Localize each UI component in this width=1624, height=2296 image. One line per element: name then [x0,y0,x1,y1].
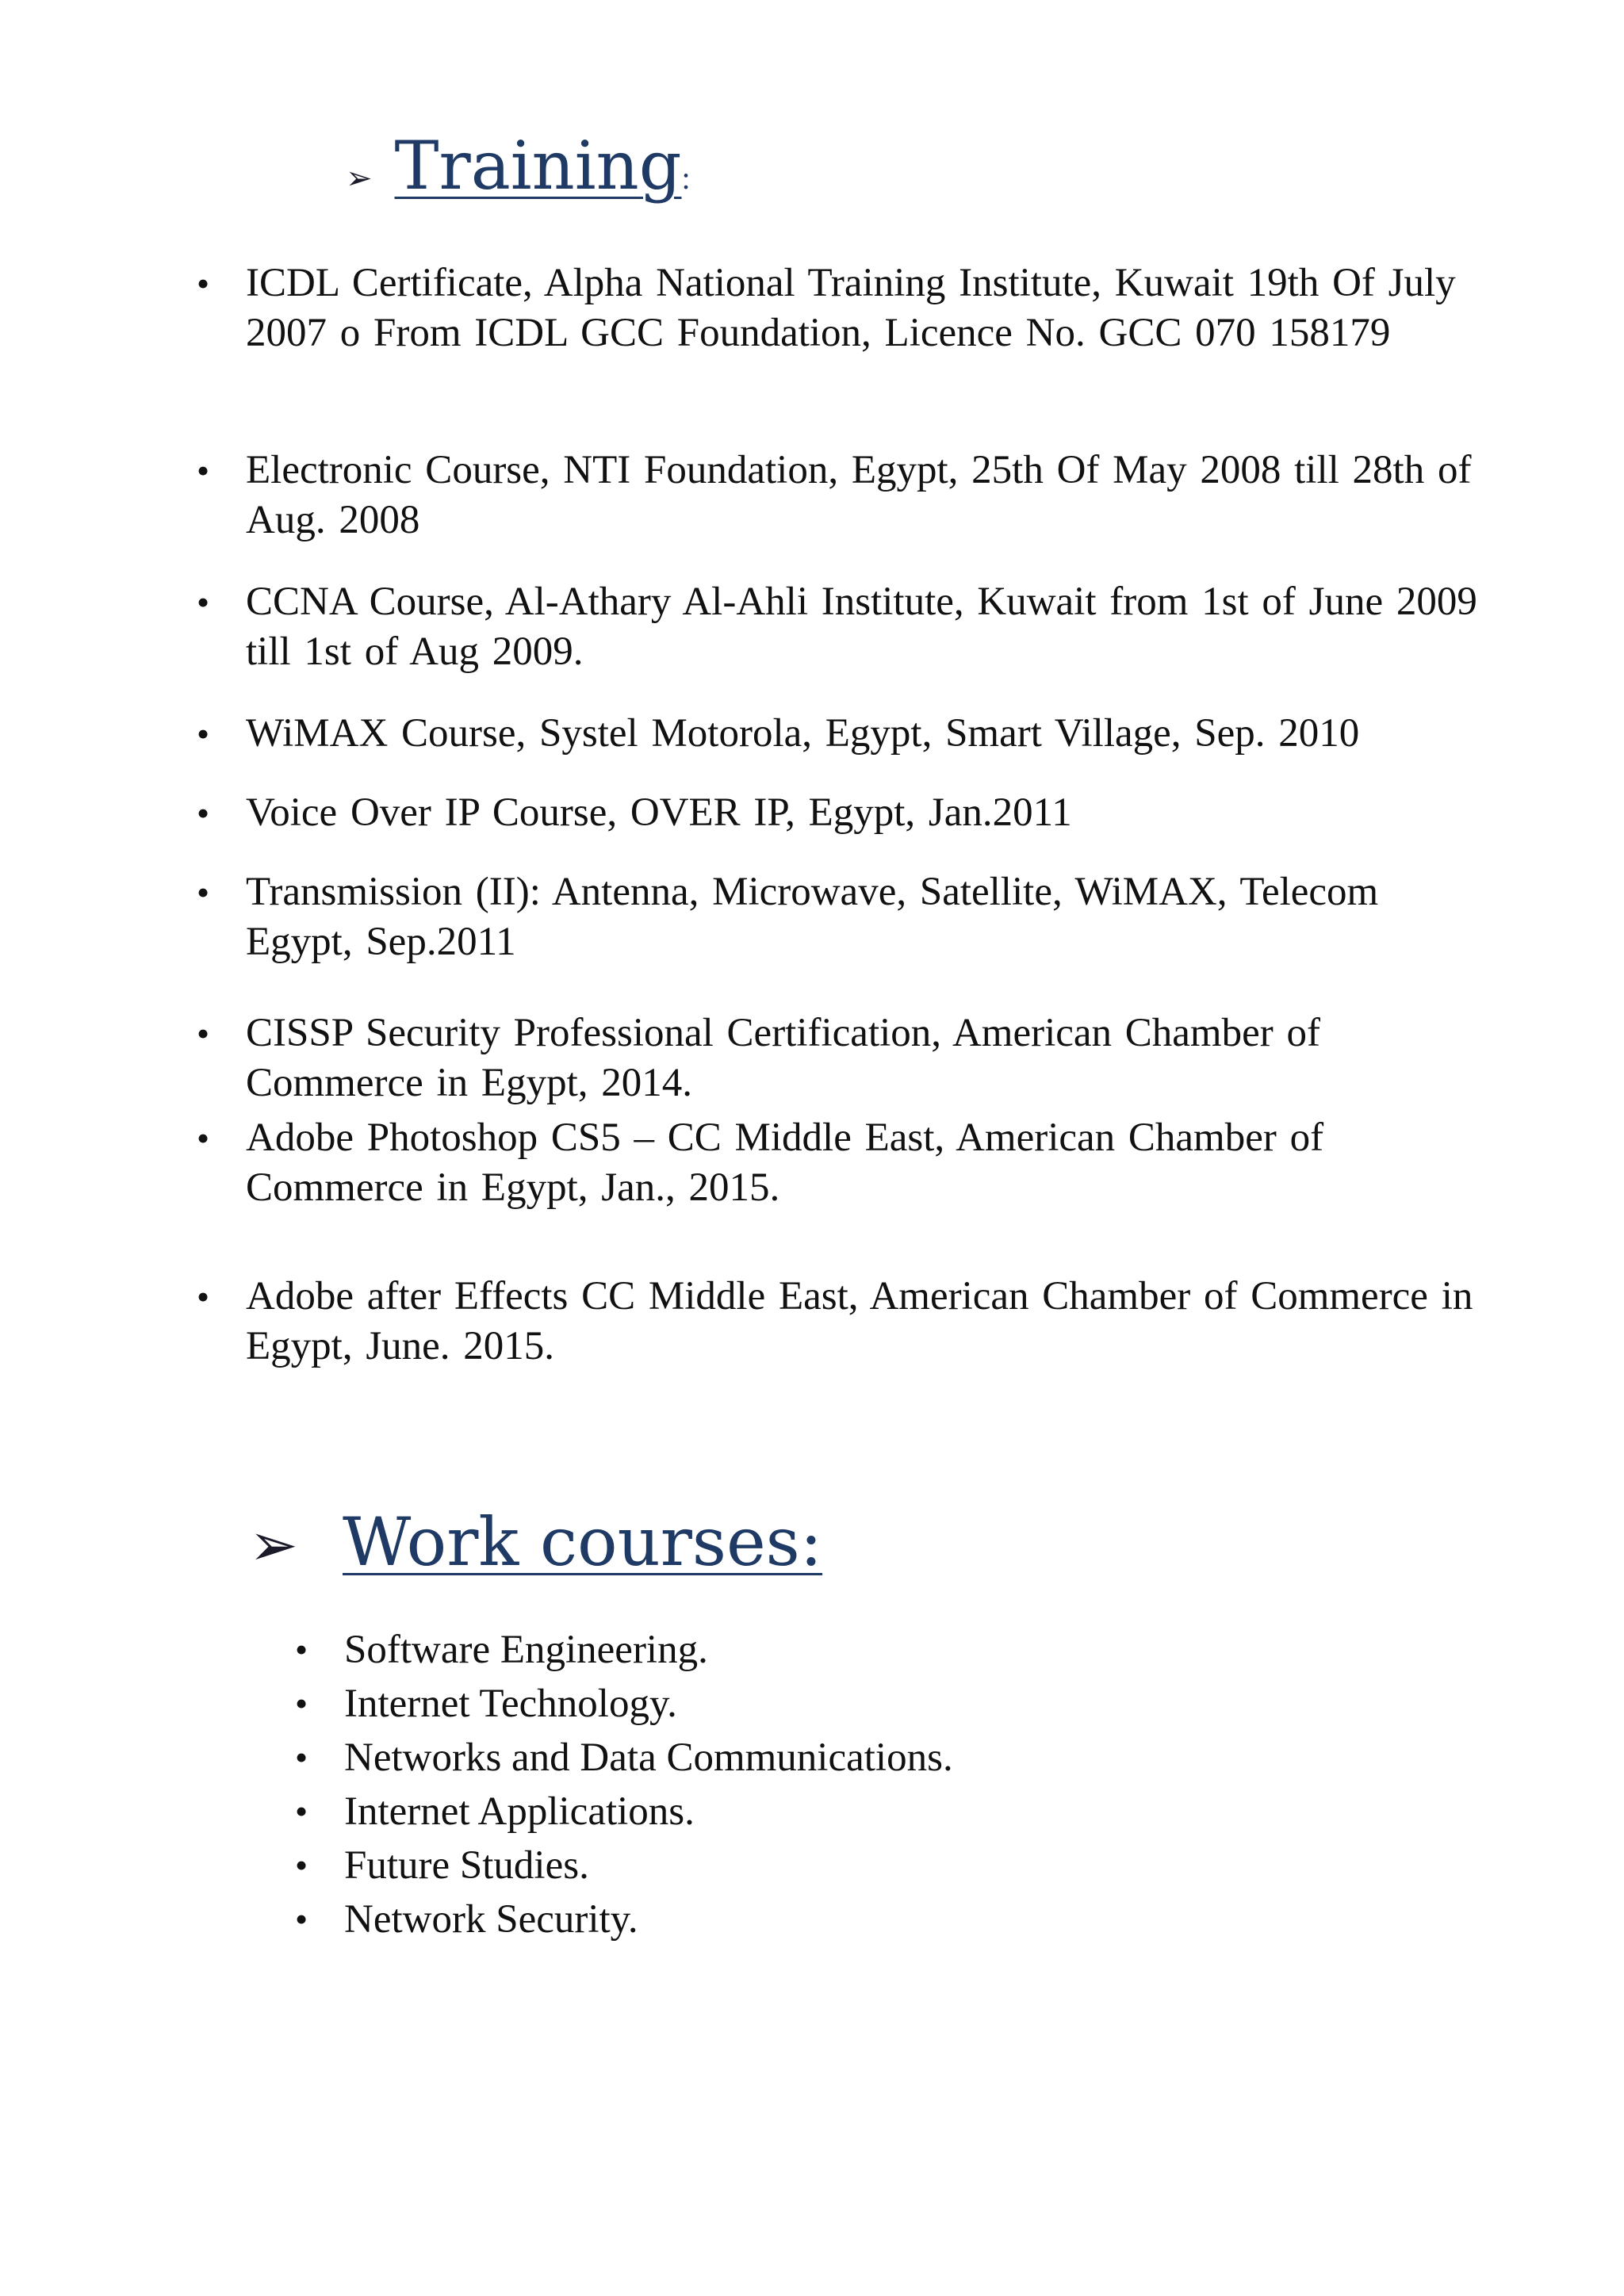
bullet-icon: • [197,872,210,913]
bullet-icon: • [295,1899,308,1939]
list-item [0,1678,1624,1730]
list-item-text: Internet Applications. [344,1789,695,1834]
list-item [0,1785,1624,1838]
list-item-text: Networks and Data Communications. [344,1735,953,1780]
list-item-text: Transmission (II): Antenna, Microwave, Satellite, WiMAX, Telecom Egypt, Sep.2011 [246,870,1379,964]
list-item-text: Software Engineering. [344,1628,708,1672]
list-item [0,1624,1624,1676]
training-heading [346,127,691,205]
list-item-text: CCNA Course, Al-Athary Al-Ahli Institute, Kuwait from 1st of June 2009 till 1st of Aug 2009. [246,580,1477,674]
bullet-icon: • [295,1629,308,1670]
bullet-icon: • [197,450,210,491]
list-item-text: ICDL Certificate, Alpha National Training Institute, Kuwait 19th Of July 2007 o From ICDL GCC Foundation, Licence No. GCC 070 158179 [246,261,1456,355]
training-title-colon: : [681,160,691,196]
list-item-text: Adobe after Effects CC Middle East, American Chamber of Commerce in Egypt, June. 2015. [246,1274,1473,1368]
work-courses-heading [249,1503,822,1581]
list-item-text: WiMAX Course, Systel Motorola, Egypt, Smart Village, Sep. 2010 [246,711,1360,756]
training-title: Training [394,127,682,205]
list-item [0,1732,1624,1784]
list-item-text: Electronic Course, NTI Foundation, Egypt, 25th Of May 2008 till 28th of Aug. 2008 [246,448,1472,542]
list-item [0,1839,1624,1892]
list-item-text: Network Security. [344,1897,638,1942]
bullet-icon: • [197,793,210,833]
list-item [0,1893,1624,1946]
arrow-bullet-icon: ➢ [249,1513,299,1578]
list-item-text: Future Studies. [344,1843,589,1888]
list-item-text: CISSP Security Professional Certification, American Chamber of Commerce in Egypt, 2014. [246,1011,1320,1105]
bullet-icon: • [295,1791,308,1831]
arrow-bullet-icon: ➢ [346,160,373,196]
work-courses-title: Work courses: [343,1503,823,1581]
bullet-icon: • [197,263,210,304]
bullet-icon: • [197,1276,210,1317]
bullet-icon: • [197,1013,210,1054]
bullet-icon: • [295,1737,308,1777]
list-item-text: Internet Technology. [344,1682,677,1726]
bullet-icon: • [295,1845,308,1885]
bullet-icon: • [197,582,210,622]
list-item-text: Voice Over IP Course, OVER IP, Egypt, Jan.2011 [246,790,1072,835]
bullet-icon: • [295,1683,308,1724]
list-item-text: Adobe Photoshop CS5 – CC Middle East, American Chamber of Commerce in Egypt, Jan., 2015. [246,1115,1324,1210]
bullet-icon: • [197,714,210,754]
bullet-icon: • [197,1118,210,1158]
